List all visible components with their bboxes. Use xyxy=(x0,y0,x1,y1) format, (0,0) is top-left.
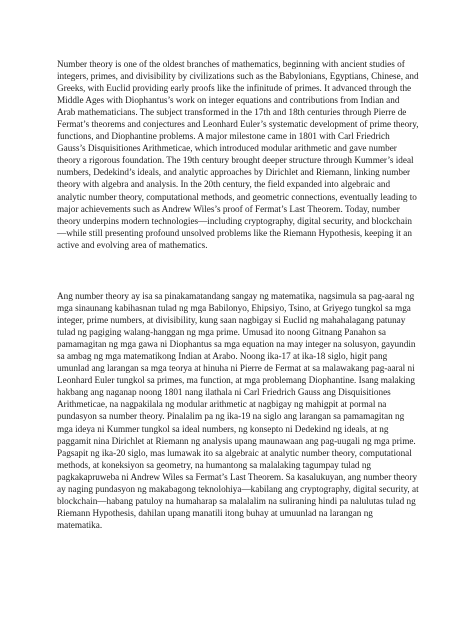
paragraph-english: Number theory is one of the oldest branches of mathematics, beginning with ancient studies of integers, primes, and divisibility by civilizations such as the Babylonians, Egyptians, Chinese, and Greeks, with Euclid providing early proofs like the infinitude of primes. It advanced through the Middle Ages with Diophantus’s work on integer equations and contributions from Indian and Arab mathematicians. The subject transformed in the 17th and 18th centuries through Pierre de Fermat’s theorems and conjectures and Leonhard Euler’s systematic development of prime theory, functions, and Diophantine problems. A major milestone came in 1801 with Carl Friedrich Gauss’s Disquisitiones Arithmeticae, which introduced modular arithmetic and gave number theory a rigorous foundation. The 19th century brought deeper structure through Kummer’s ideal numbers, Dedekind’s ideals, and analytic approaches by Dirichlet and Riemann, linking number theory with algebra and analysis. In the 20th century, the field expanded into algebraic and analytic number theory, computational methods, and geometric connections, eventually leading to major achievements such as Andrew Wiles’s proof of Fermat’s Last Theorem. Today, number theory underpins modern technologies—including cryptography, digital security, and blockchain—while still presenting profound unsolved problems like the Riemann Hypothesis, keeping it an active and evolving area of mathematics. xyxy=(57,59,419,250)
paragraph-tagalog: Ang number theory ay isa sa pinakamatandang sangay ng matematika, nagsimula sa pag-aaral ng mga sinaunang kabihasnan tulad ng mga Babilonyo, Ehipsiyo, Tsino, at Griyego tungkol sa mga integer, prime numbers, at divisibility, kung saan nagbigay si Euclid ng mahahalagang patunay tulad ng pagiging walang-hanggan ng mga prime. Umusad ito noong Gitnang Panahon sa pamamagitan ng mga gawa ni Diophantus sa mga equation na may integer na solusyon, gayundin sa ambag ng mga matematikong Indian at Arabo. Noong ika-17 at ika-18 siglo, higit pang umunlad ang larangan sa mga teorya at hinuha ni Pierre de Fermat at sa malawakang pag-aaral ni Leonhard Euler tungkol sa primes, ma function, at mga problemang Diophantine. Isang malaking hakbang ang naganap noong 1801 nang ilathala ni Carl Friedrich Gauss ang Disquisitiones Arithmeticae, na nagpakilala ng modular arithmetic at nagbigay ng mahigpit at pormal na pundasyon sa number theory. Pinalalim pa ng ika-19 na siglo ang larangan sa pamamagitan ng mga ideya ni Kummer tungkol sa ideal numbers, ng konsepto ni Dedekind ng ideals, at ng paggamit nina Dirichlet at Riemann ng analysis upang maunawaan ang pag-uugali ng mga prime. Pagsapit ng ika-20 siglo, mas lumawak ito sa algebraic at analytic number theory, computational methods, at koneksiyon sa geometry, na humantong sa malalaking tagumpay tulad ng pagkakapruweba ni Andrew Wiles sa Fermat’s Last Theorem. Sa kasalukuyan, ang number theory ay naging pundasyon ng makabagong teknolohiya—kabilang ang cryptography, digital security, at blockchain—habang patuloy na humaharap sa malalalim na suliraning hindi pa nalulutas tulad ng Riemann Hypothesis, dahilan upang manatili itong buhay at umuunlad na larangan ng matematika. xyxy=(57,291,419,530)
